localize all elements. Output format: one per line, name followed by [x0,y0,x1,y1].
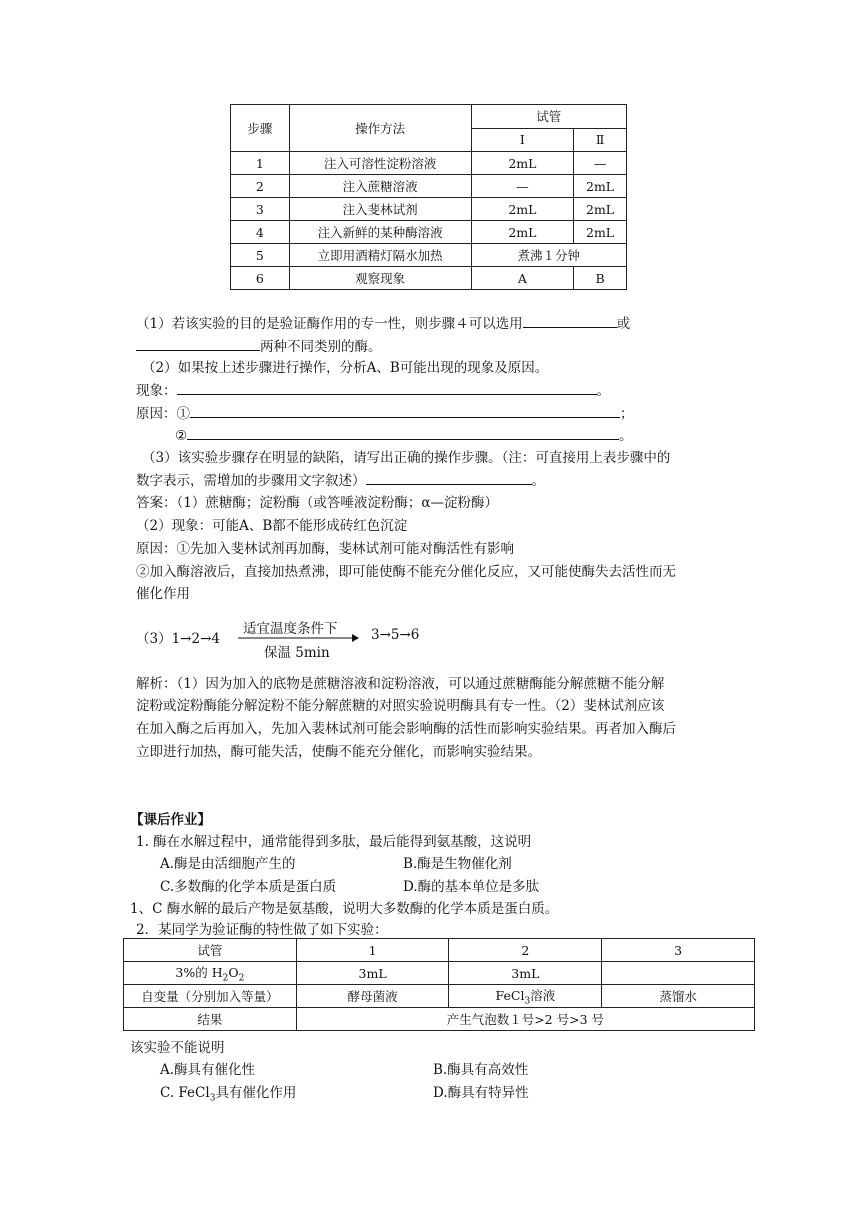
cell-step: 3 [231,198,290,221]
q2-reason-1 [136,402,634,422]
hw-q2-option-a: A.酶具有催化性 [160,1062,256,1078]
hw-q2-option-b: B.酶具有高效性 [433,1062,529,1078]
answer-5-post: 3→5→6 [371,627,420,643]
cell-tube2: — [574,152,627,175]
h2o2-o: O [228,964,239,980]
cell-tube2: B [574,267,627,290]
cell: 酵母菌液 [296,985,449,1008]
answer-2: （2）现象：可能A、B都不能形成砖红色沉淀 [136,518,408,534]
hw-q1-option-d: D.酶的基本单位是多肽 [403,879,540,895]
cell-step: 1 [231,152,290,175]
answer-blank[interactable] [136,336,260,351]
q1-text: （1）若该实验的目的是验证酶作用的专一性，则步骤４可以选用 [136,316,523,332]
cell-tube2: 2mL [574,198,627,221]
table-row [124,962,755,985]
h2o2-sub2: 2 [238,973,245,984]
fecl-tail: 溶液 [530,987,556,1003]
table-row [231,198,627,221]
punct: ； [620,406,634,422]
answer-blank[interactable] [366,470,532,485]
cell-step: 5 [231,244,290,267]
cell-fecl3 [449,985,602,1008]
hw-q1-option-c: C.多数酶的化学本质是蛋白质 [160,879,337,895]
table-row [231,152,627,175]
hw-q2-option-d: D.酶具有特异性 [433,1085,529,1101]
cell: 自变量（分别加入等量） [124,985,297,1008]
cell: 3mL [296,962,449,985]
reason-label: 原因：① [136,406,190,422]
header-step: 步骤 [231,105,290,152]
punct: 。 [596,383,610,399]
answer-1: 答案：（1）蔗糖酶；淀粉酶（或答唾液淀粉酶；α—淀粉酶） [136,495,498,511]
cell-method: 注入斐林试剂 [289,198,471,221]
cell-method: 注入新鲜的某种酶溶液 [289,221,471,244]
question-2: （2）如果按上述步骤进行操作，分析A、B可能出现的现象及原因。 [142,360,549,376]
cell-tube1: 2mL [471,198,574,221]
explanation-4: 立即进行加热，酶可能失活，使酶不能充分催化，而影响实验结果。 [136,744,541,760]
explanation-3: 在加入酶之后再加入，先加入裴林试剂可能会影响酶的活性而影响实验结果。再者加入酶后 [136,721,676,737]
cell: 2 [449,939,602,962]
cell: 3 [602,939,755,962]
answer-5-pre: （3）1→2→4 [136,631,220,647]
cell-method: 立即用酒精灯隔水加热 [289,244,471,267]
cell: 3mL [449,962,602,985]
cell-tube1: 2mL [471,152,574,175]
cell-tube1: A [471,267,574,290]
hw-q2-question: 该实验不能说明 [130,1040,225,1056]
opt-c-sub: 3 [209,1093,216,1104]
punct: 。 [619,428,633,444]
table-row [124,985,755,1008]
table-row [124,1008,755,1031]
opt-c-post: 具有催化作用 [215,1085,297,1101]
phen-label: 现象： [136,383,177,399]
answer-blank[interactable] [187,425,619,440]
cell-tube2: 2mL [574,221,627,244]
question-3-cont [136,469,545,489]
cell-tube2: 2mL [574,175,627,198]
hw-q1: 1. 酶在水解过程中，通常能得到多肽，最后能得到氨基酸，这说明 [136,834,532,850]
answer-blank[interactable] [177,380,597,395]
table-row [124,939,755,962]
cell-method: 观察现象 [289,267,471,290]
fecl-text: FeCl [495,987,525,1003]
question-1-cont [136,335,382,355]
cell-h2o2 [124,962,297,985]
experiment-steps-table [230,104,627,290]
opt-c-pre: C. FeCl [160,1085,210,1101]
question-3: （3）该实验步骤存在明显的缺陷，请写出正确的操作步骤。（注：可直接用上表步骤中的 [142,450,671,466]
cell-method: 注入蔗糖溶液 [289,175,471,198]
enzyme-experiment-table [123,938,755,1031]
h2o2-h: 3%的 H [175,964,223,980]
answer-5-arrow-bottom: 保温 5min [264,645,330,661]
answer-3: 原因：①先加入斐林试剂再加酶，斐林试剂可能对酶活性有影响 [136,541,514,557]
explanation-2: 淀粉或淀粉酶能分解淀粉不能分解蔗糖的对照实验说明酶具有专一性。（2）斐林试剂应该 [136,698,665,714]
cell-tube1: 2mL [471,221,574,244]
cell [602,962,755,985]
answer-blank[interactable] [190,403,620,418]
cell: 试管 [124,939,297,962]
q3-text: 数字表示，需增加的步骤用文字叙述） [136,473,366,489]
cell-tube1: — [471,175,574,198]
fecl-sub: 3 [524,996,531,1007]
q2-phenomenon [136,379,610,399]
cell-merged: 煮沸１分钟 [471,244,626,267]
hw-q2-option-c [160,1081,296,1104]
cell: 1 [296,939,449,962]
hw-q2: 2．某同学为验证酶的特性做了如下实验： [136,922,388,938]
cell-step: 4 [231,221,290,244]
reason2-label: ② [175,428,188,444]
answer-blank[interactable] [523,313,617,328]
hw-q1-answer: 1、C 酶水解的最后产物是氨基酸，说明大多数酶的化学本质是蛋白质。 [130,901,559,917]
table-row [231,244,627,267]
answer-4a: ②加入酶溶液后，直接加热煮沸，即可能使酶不能充分催化反应，又可能使酶失去活性而无 [136,564,676,580]
answer-4b: 催化作用 [136,586,190,602]
answer-5-arrow-top: 适宜温度条件下 [243,621,338,637]
question-1 [136,312,630,332]
header-tube-1: Ⅰ [471,128,574,152]
cell-step: 2 [231,175,290,198]
hw-q1-option-a: A.酶是由活细胞产生的 [160,856,296,872]
h2o2-sub1: 2 [222,973,229,984]
table-row [231,175,627,198]
q1-tail: 两种不同类别的酶。 [260,339,382,355]
header-tubes: 试管 [471,105,626,129]
cell-method: 注入可溶性淀粉溶液 [289,152,471,175]
cell: 蒸馏水 [602,985,755,1008]
cell-result: 产生气泡数１号>2 号>3 号 [296,1008,754,1031]
q1-or: 或 [616,316,631,332]
q2-reason-2 [175,424,633,444]
hw-q1-option-b: B.酶是生物催化剂 [403,856,512,872]
punct: 。 [531,473,545,489]
table-row [231,221,627,244]
table-row [231,267,627,290]
header-tube-2: Ⅱ [574,128,627,152]
header-method: 操作方法 [289,105,471,152]
explanation-1: 解析：（1）因为加入的底物是蔗糖溶液和淀粉溶液，可以通过蔗糖酶能分解蔗糖不能分解 [136,676,665,692]
cell: 结果 [124,1008,297,1031]
homework-title: 【课后作业】 [130,812,211,828]
cell-step: 6 [231,267,290,290]
